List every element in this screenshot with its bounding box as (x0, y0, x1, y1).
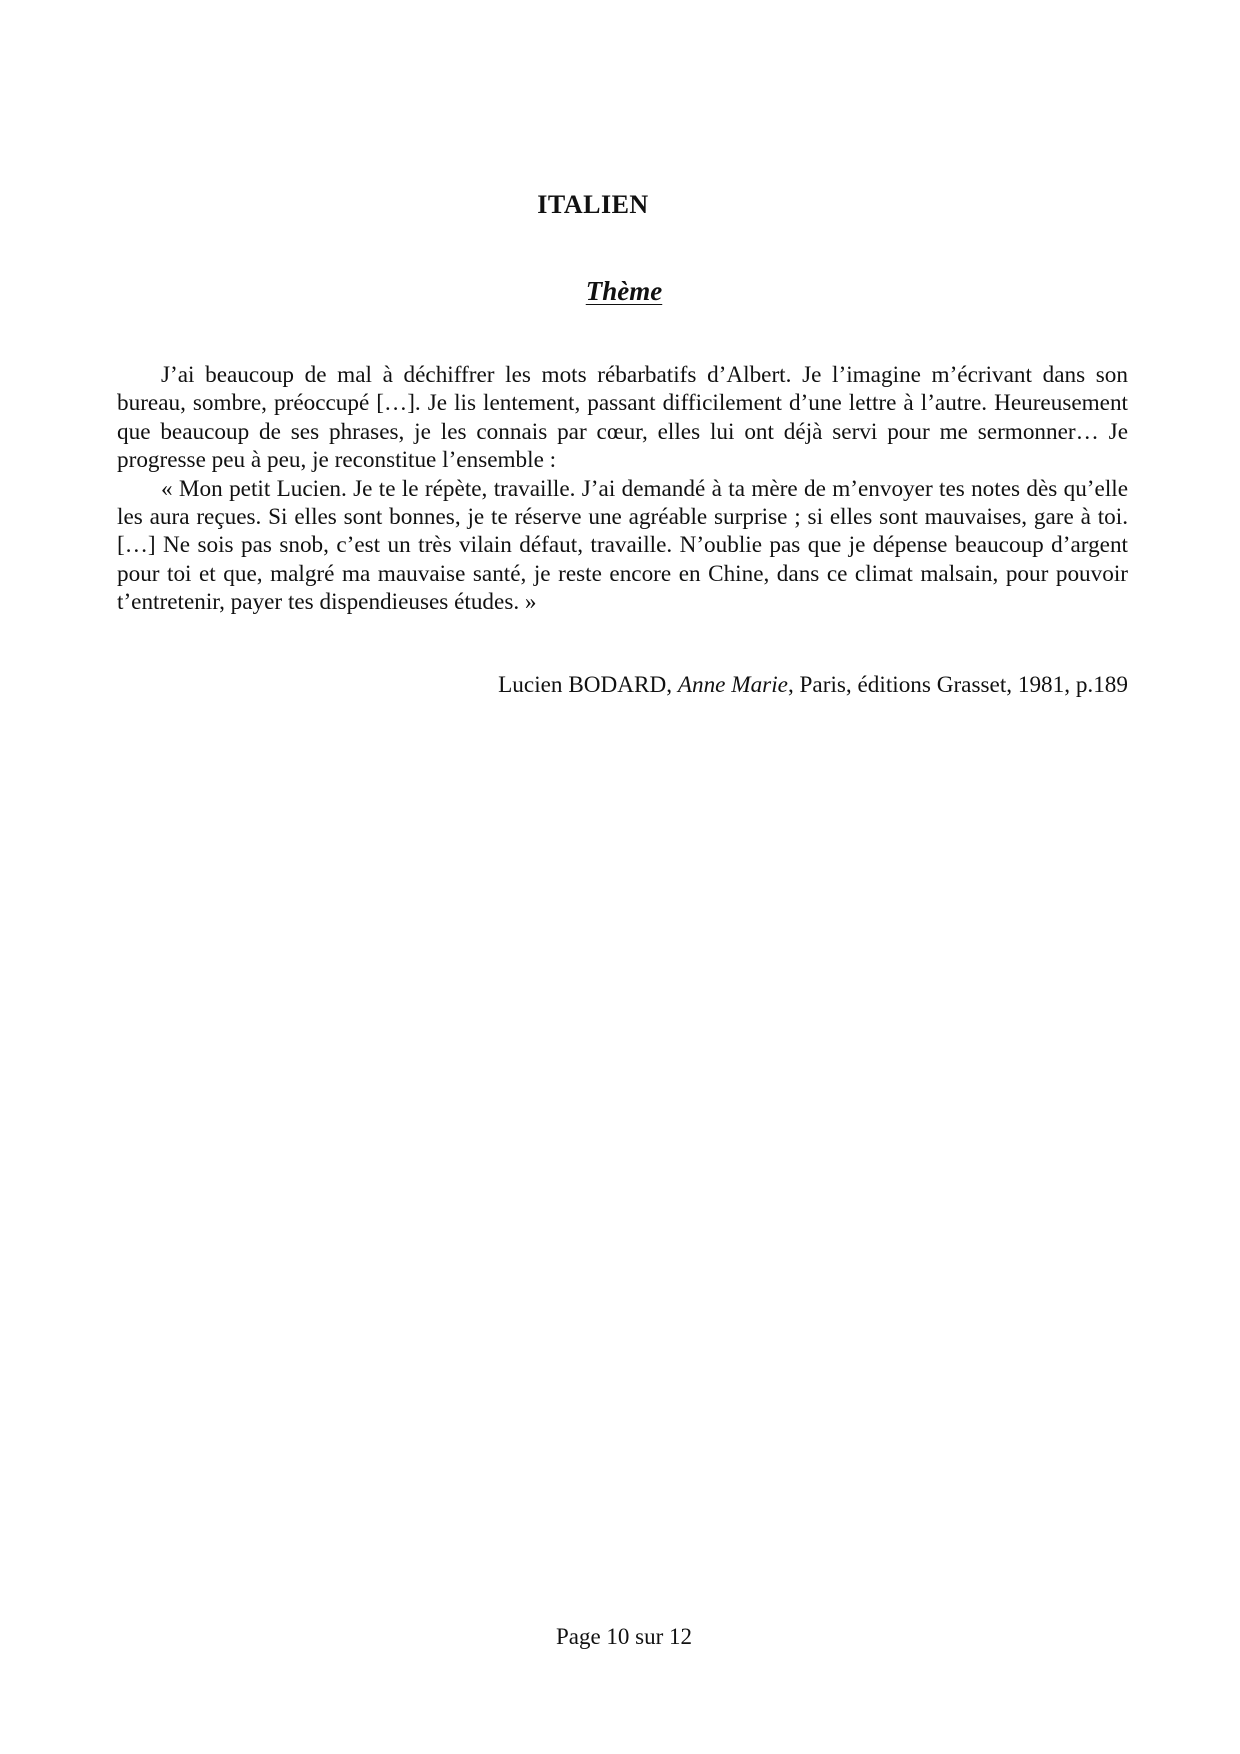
paragraph-letter-quote: « Mon petit Lucien. Je te le répète, travaille. J’ai demandé à ta mère de m’envoyer tes notes dès qu’elle les aura reçues. Si elles sont bonnes, je te réserve une agréable surprise ; si elles sont mauvaises, gare à toi. […] Ne sois pas snob, c’est un très vilain défaut, travaille. N’oublie pas que je dépense beaucoup d’argent pour toi et que, malgré ma mauvaise santé, je reste encore en Chine, dans ce climat malsain, pour pouvoir t’entretenir, payer tes dispendieuses études. » (117, 475, 1128, 616)
section-subtitle: Thème (585, 276, 663, 306)
citation-work-title: Anne Marie (677, 672, 788, 698)
source-citation (498, 672, 1128, 699)
paragraph-intro: J’ai beaucoup de mal à déchiffrer les mots rébarbatifs d’Albert. Je l’imagine m’écrivant dans son bureau, sombre, préoccupé […]. Je lis lentement, passant difficilement d’une lettre à l’autre. Heureusement que beaucoup de ses phrases, je les connais par cœur, elles lui ont déjà servi pour me sermonner… Je progresse peu à peu, je reconstitue l’ensemble : (117, 362, 1128, 474)
page-number: Page 10 sur 12 (555, 1624, 693, 1649)
body-text (117, 361, 1128, 617)
citation-author: Lucien BODARD, (498, 672, 678, 698)
document-title: ITALIEN (537, 190, 649, 219)
citation-details: , Paris, éditions Grasset, 1981, p.189 (787, 672, 1128, 698)
